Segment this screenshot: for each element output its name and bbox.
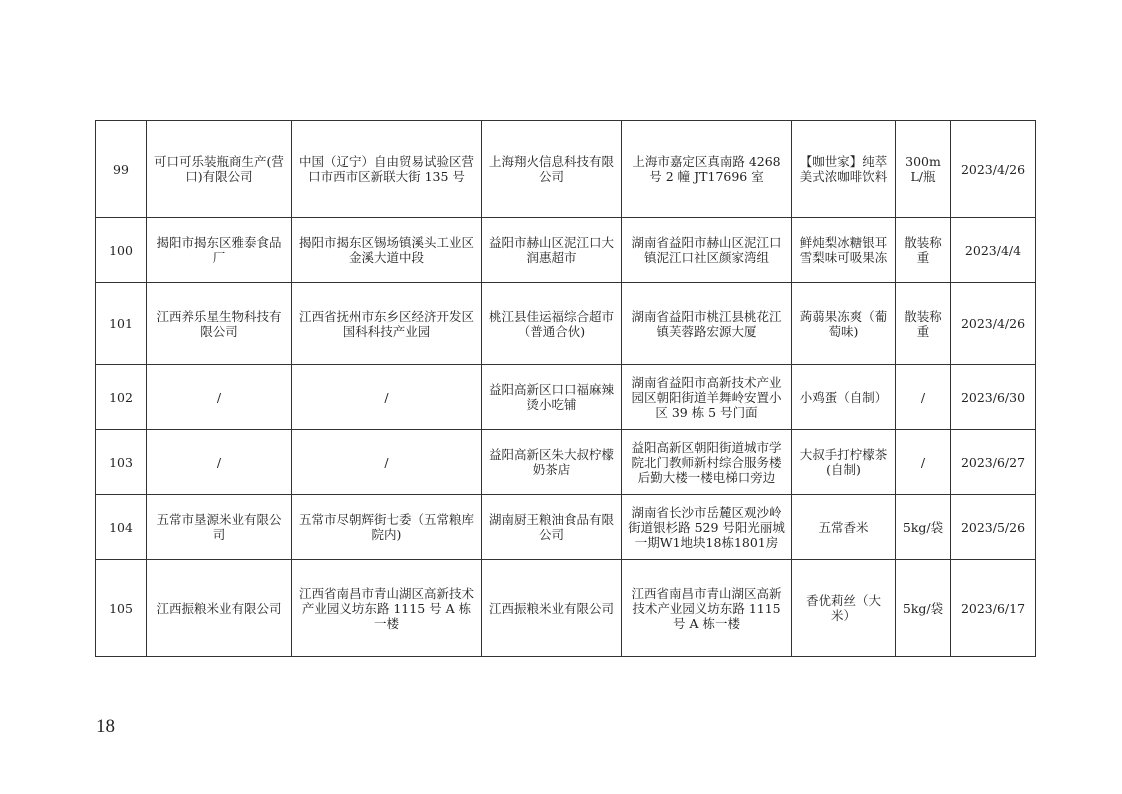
cell-producer-address: 中国（辽宁）自由贸易试验区营口市西市区新联大街 135 号 — [292, 121, 482, 218]
cell-spec: 散装称重 — [896, 283, 951, 365]
cell-producer-address: 江西省抚州市东乡区经济开发区国科科技产业园 — [292, 283, 482, 365]
cell-producer-address: 揭阳市揭东区锡场镇溪头工业区金溪大道中段 — [292, 218, 482, 283]
cell-seller-address: 益阳高新区朝阳街道城市学院北门教师新村综合服务楼后勤大楼一楼电梯口旁边 — [622, 430, 792, 495]
cell-producer-address: / — [292, 430, 482, 495]
cell-seller-address: 江西省南昌市青山湖区高新技术产业园义坊东路 1115 号 A 栋一楼 — [622, 560, 792, 657]
cell-spec: 5kg/袋 — [896, 560, 951, 657]
cell-date: 2023/4/26 — [951, 121, 1036, 218]
cell-product: 【咖世家】纯萃美式浓咖啡饮料 — [792, 121, 896, 218]
table-row — [96, 218, 1036, 283]
cell-producer: 江西养乐星生物科技有限公司 — [147, 283, 292, 365]
cell-producer: 可口可乐装瓶商生产(营口)有限公司 — [147, 121, 292, 218]
cell-seller-address: 湖南省益阳市赫山区泥江口镇泥江口社区颜家湾组 — [622, 218, 792, 283]
cell-product: 小鸡蛋（自制） — [792, 365, 896, 430]
cell-spec: / — [896, 430, 951, 495]
cell-date: 2023/6/17 — [951, 560, 1036, 657]
cell-date: 2023/4/4 — [951, 218, 1036, 283]
cell-product: 香优莉丝（大米） — [792, 560, 896, 657]
table-row — [96, 495, 1036, 560]
cell-product: 鲜炖梨冰糖银耳雪梨味可吸果冻 — [792, 218, 896, 283]
cell-no: 102 — [96, 365, 147, 430]
cell-seller: 上海翔火信息科技有限公司 — [482, 121, 622, 218]
cell-no: 100 — [96, 218, 147, 283]
cell-date: 2023/6/30 — [951, 365, 1036, 430]
cell-date: 2023/6/27 — [951, 430, 1036, 495]
table-body — [96, 121, 1036, 657]
cell-no: 99 — [96, 121, 147, 218]
cell-date: 2023/4/26 — [951, 283, 1036, 365]
cell-spec: 300mL/瓶 — [896, 121, 951, 218]
cell-seller-address: 湖南省益阳市桃江县桃花江镇芙蓉路宏源大厦 — [622, 283, 792, 365]
cell-seller-address: 湖南省益阳市高新技术产业园区朝阳街道羊舞岭安置小区 39 栋 5 号门面 — [622, 365, 792, 430]
cell-producer: 五常市垦源米业有限公司 — [147, 495, 292, 560]
cell-spec: 5kg/袋 — [896, 495, 951, 560]
cell-product: 蒟蒻果冻爽（葡萄味) — [792, 283, 896, 365]
cell-producer: / — [147, 365, 292, 430]
cell-producer-address: / — [292, 365, 482, 430]
cell-seller: 益阳高新区朱大叔柠檬奶茶店 — [482, 430, 622, 495]
page-number: 18 — [96, 716, 115, 737]
cell-producer-address: 五常市尽朝辉街七委（五常粮库院内) — [292, 495, 482, 560]
cell-date: 2023/5/26 — [951, 495, 1036, 560]
cell-seller: 益阳高新区口口福麻辣烫小吃铺 — [482, 365, 622, 430]
cell-seller: 湖南厨王粮油食品有限公司 — [482, 495, 622, 560]
cell-no: 103 — [96, 430, 147, 495]
cell-product: 五常香米 — [792, 495, 896, 560]
cell-producer: 揭阳市揭东区雅泰食品厂 — [147, 218, 292, 283]
cell-seller: 益阳市赫山区泥江口大润惠超市 — [482, 218, 622, 283]
table-row — [96, 365, 1036, 430]
cell-producer: 江西振粮米业有限公司 — [147, 560, 292, 657]
cell-producer-address: 江西省南昌市青山湖区高新技术产业园义坊东路 1115 号 A 栋一楼 — [292, 560, 482, 657]
cell-seller-address: 上海市嘉定区真南路 4268 号 2 幢 JT17696 室 — [622, 121, 792, 218]
cell-no: 105 — [96, 560, 147, 657]
cell-seller: 桃江县佳运福综合超市（普通合伙) — [482, 283, 622, 365]
results-table — [95, 120, 1036, 657]
cell-spec: / — [896, 365, 951, 430]
cell-spec: 散装称重 — [896, 218, 951, 283]
table-row — [96, 283, 1036, 365]
table-row — [96, 430, 1036, 495]
cell-seller: 江西振粮米业有限公司 — [482, 560, 622, 657]
cell-no: 101 — [96, 283, 147, 365]
cell-no: 104 — [96, 495, 147, 560]
cell-seller-address: 湖南省长沙市岳麓区观沙岭街道银杉路 529 号阳光丽城一期W1地块18栋1801房 — [622, 495, 792, 560]
cell-product: 大叔手打柠檬茶(自制) — [792, 430, 896, 495]
table-row — [96, 121, 1036, 218]
table-row — [96, 560, 1036, 657]
cell-producer: / — [147, 430, 292, 495]
